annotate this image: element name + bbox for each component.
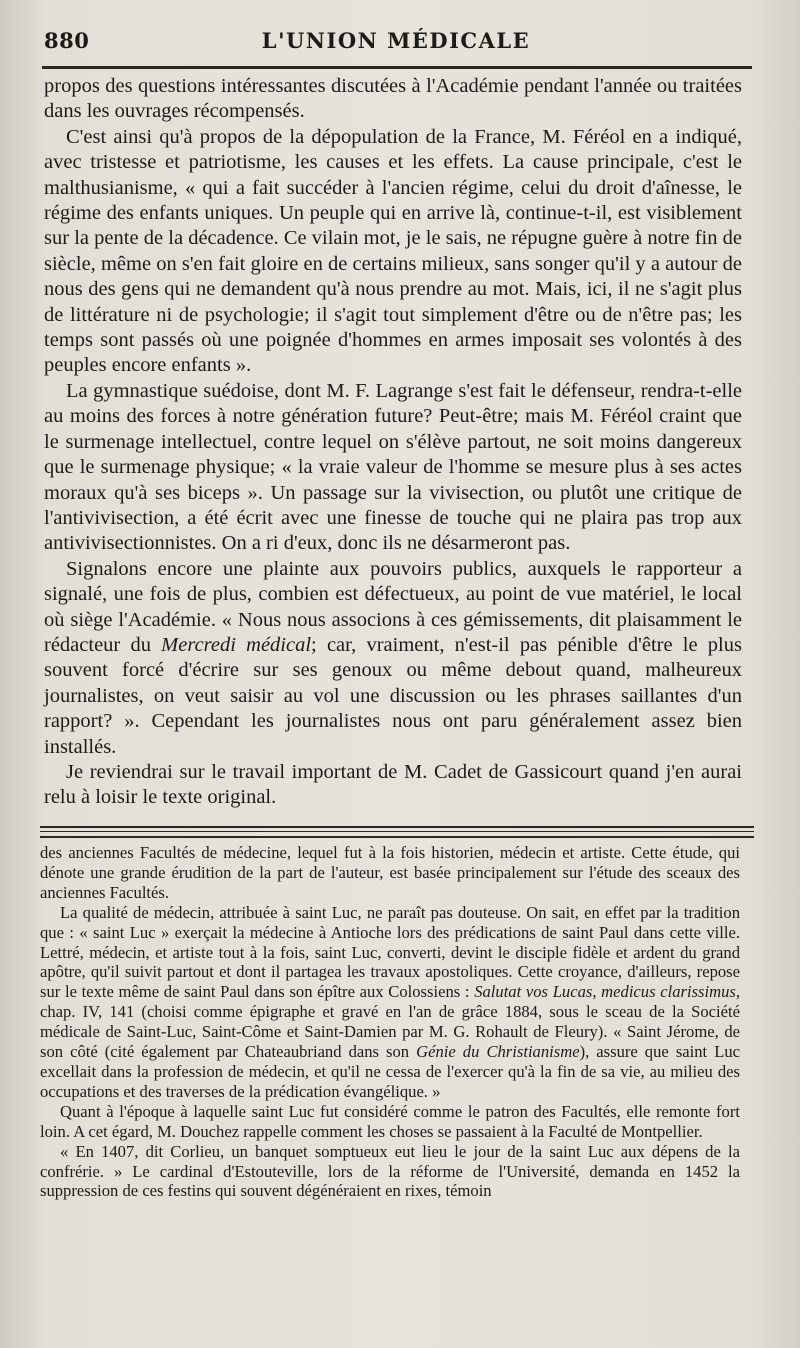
paragraph: La gymnastique suédoise, dont M. F. Lagrange s'est fait le défenseur, rendra-t-elle au moins des forces à notre génération future? Peut-être; mais M. Féréol craint que le surmenage intellectuel, contre lequel on s'élève partout, ne soit moins dangereux que le surmenage physique; « la vraie valeur de l'homme se mesure plus à ses actes moraux qu'à ses biceps ». Un passage sur la vivisection, ou plutôt une critique de l'antivivisection, a été écrit avec une finesse de touche qui ne plaira pas trop aux antivivisectionnistes. On a ri d'eux, donc ils ne désarmeront pas.	[44, 379, 742, 555]
paragraph	[44, 557, 742, 760]
footnote-separator	[40, 826, 754, 838]
footnote-paragraph: « En 1407, dit Corlieu, un banquet somptueux eut lieu le jour de la saint Luc aux dépens de la confrérie. » Le cardinal d'Estouteville, lors de la réforme de l'Université, demanda en 1452 la suppression de ces festins qui souvent dégénéraient en rixes, témoin	[40, 1141, 740, 1201]
main-text	[44, 74, 742, 811]
paragraph: propos des questions intéressantes discutées à l'Académie pendant l'année ou traitées dans les ouvrages récompensés.	[44, 75, 742, 123]
paragraph-text: ; car, vraiment, n'est-il pas pénible d'être le plus souvent forcé d'écrire sur ses genoux ou même debout quand, malheureux journalistes, on veut saisir au vol une discussion ou les phrases saillantes d'un rapport? ». Cependant les journalistes nous ont paru généralement assez bien installés.	[44, 633, 742, 758]
latin-quote: Salutat vos Lucas, medicus clarissimus	[474, 982, 736, 1002]
paragraph-text: Signalons encore une plainte aux pouvoirs publics, auxquels le rapporteur a signalé, une fois de plus, combien est défectueux, au point de vue matériel, le local où siège l'Académie. « Nous nous associons à ces gémissements, dit plaisamment le rédacteur du	[44, 557, 742, 656]
running-title: L'UNION MÉDICALE	[261, 28, 531, 53]
page-header	[44, 26, 748, 56]
footnote-text: , chap. IV, 141 (choisi comme épigraphe et gravé en l'an de grâce 1884, sous le sceau de la Société médicale de Saint-Luc, Saint-Côme et Saint-Damien par M. G. Rohault de Fleury). « Saint Jérome, de son côté (cité également par Chateaubriand dans son	[40, 982, 740, 1062]
footnote-text: ), assure que saint Luc excellait dans la profession de médecin, et qu'il ne cessa de l'exercer qu'à la fin de sa vie, au milieu des occupations et des traverses de la prédication évangélique. »	[40, 1042, 741, 1101]
paragraph: C'est ainsi qu'à propos de la dépopulation de la France, M. Féréol en a indiqué, avec tristesse et patriotisme, les causes et les effets. La cause principale, c'est le malthusianisme, « qui a fait succéder à l'ancien régime, celui du droit d'aînesse, le régime des enfants uniques. Un peuple qui en arrive là, continue-t-il, est visiblement sur la pente de la décadence. Ce vilain mot, je le sais, ne répugne guère à notre fin de siècle, même on s'en fait gloire en de certains milieux, sans songer qu'il y a autour de nous des gens qui ne demandent qu'à nous prendre au mot. Mais, ici, il ne s'agit plus de littérature ni de psychologie; il s'agit tout simplement d'être ou de n'être pas; les temps sont passés où une poignée d'hommes en armes imposait ses volontés à des peuples encore enfants ».	[44, 125, 742, 377]
header-rule	[42, 66, 752, 69]
footnotes	[40, 843, 740, 1201]
footnote-paragraph: Quant à l'époque à laquelle saint Luc fut considéré comme le patron des Facultés, elle remonte fort loin. A cet égard, M. Douchez rappelle comment les choses se passaient à la Faculté de Montpellier.	[40, 1101, 740, 1141]
page-number: 880	[44, 28, 90, 53]
footnote-paragraph: des anciennes Facultés de médecine, lequel fut à la fois historien, médecin et artiste. Cette étude, qui dénote une grande érudition de la part de l'auteur, est basée principalement sur l'étude des sceaux des anciennes Facultés.	[40, 843, 740, 902]
book-title: Génie du Christianisme	[416, 1042, 580, 1062]
footnote-text: La qualité de médecin, attribuée à saint Luc, ne paraît pas douteuse. On sait, en effet par la tradition que : « saint Luc » exerçait la médecine à Antioche lors des prédications de saint Paul dans cette ville. Lettré, médecin, et artiste tout à la fois, saint Luc, converti, devint le disciple fidèle et ardent du grand apôtre, qu'il suivit partout et dont il partagea les travaux apostoliques. Cette croyance, d'ailleurs, repose sur le texte même de saint Paul dans son épître aux Colossiens :	[40, 902, 740, 1002]
footnote-paragraph	[40, 903, 740, 1102]
journal-title: Mercredi médical	[161, 633, 312, 656]
paragraph: Je reviendrai sur le travail important de M. Cadet de Gassicourt quand j'en aurai relu à loisir le texte original.	[44, 760, 742, 809]
